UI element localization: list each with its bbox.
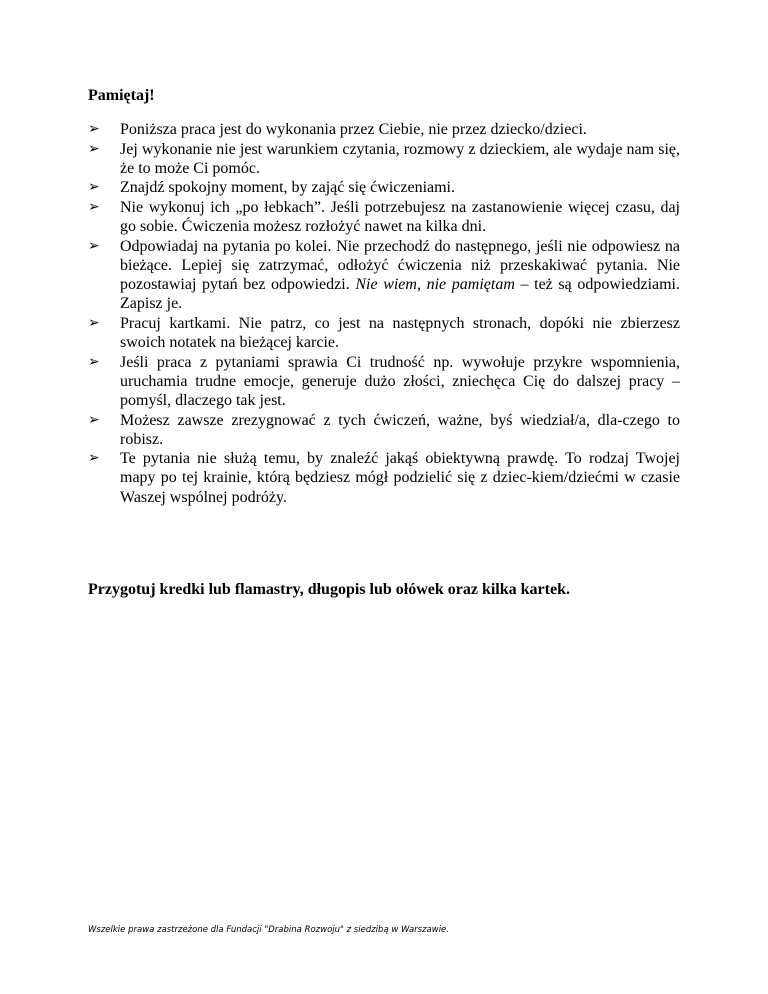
- list-item: [88, 120, 680, 139]
- guidelines-list: [88, 120, 680, 507]
- list-item-text: Pracuj kartkami. Nie patrz, co jest na następnych stronach, dopóki nie zbierzesz swoich notatek na bieżącej karcie.: [120, 314, 680, 351]
- list-item-text: Znajdź spokojny moment, by zająć się ćwiczeniami.: [120, 179, 455, 197]
- arrow-bullet-icon: ➢: [88, 179, 100, 196]
- arrow-bullet-icon: ➢: [88, 450, 100, 467]
- arrow-bullet-icon: ➢: [88, 237, 100, 254]
- list-item-text-italic: Nie wiem, nie pamiętam: [355, 276, 515, 294]
- heading: Pamiętaj!: [88, 87, 155, 104]
- preparation-note: Przygotuj kredki lub flamastry, długopis lub ołówek oraz kilka kartek.: [88, 581, 570, 598]
- arrow-bullet-icon: ➢: [88, 199, 100, 216]
- list-item-text: Jej wykonanie nie jest warunkiem czytania, rozmowy z dzieckiem, ale wydaje nam się, że to może Ci pomóc.: [120, 140, 680, 177]
- list-item: [88, 178, 680, 197]
- list-item: [88, 140, 680, 178]
- arrow-bullet-icon: ➢: [88, 411, 100, 428]
- list-item: [88, 314, 680, 352]
- list-item: [88, 449, 680, 506]
- arrow-bullet-icon: ➢: [88, 314, 100, 331]
- list-item-text-start: Odpowiadaj na pytania po kolei. Nie przechodź do następnego, jeśli nie odpowiesz na bieżące. Lepiej się zatrzymać, odłożyć ćwiczenia niż przeskakiwać pytania. Nie pozostawiaj pytań bez odpowiedzi.: [120, 237, 680, 294]
- list-item-text: Możesz zawsze zrezygnować z tych ćwiczeń, ważne, byś wiedział/a, dla-czego to robisz.: [120, 411, 680, 448]
- list-item-text-end: – też są odpowiedziami. Zapisz je.: [120, 276, 681, 313]
- list-item: [88, 353, 680, 410]
- arrow-bullet-icon: ➢: [88, 353, 100, 370]
- list-item: [88, 237, 680, 313]
- copyright-footer: Wszelkie prawa zastrzeżone dla Fundacji "Drabina Rozwoju" z siedzibą w Warszawie.: [88, 925, 449, 935]
- arrow-bullet-icon: ➢: [88, 140, 100, 157]
- list-item-text: Nie wykonuj ich „po łebkach”. Jeśli potrzebujesz na zastanowienie więcej czasu, daj go sobie. Ćwiczenia możesz rozłożyć nawet na kilka dni.: [120, 199, 680, 236]
- list-item-text: Jeśli praca z pytaniami sprawia Ci trudność np. wywołuje przykre wspomnienia, uruchamia trudne emocje, generuje dużo złości, zniechęca Cię do dalszej pracy – pomyśl, dlaczego tak jest.: [120, 353, 680, 409]
- arrow-bullet-icon: ➢: [88, 121, 100, 137]
- list-item: [88, 411, 680, 449]
- list-item: [88, 198, 680, 236]
- list-item-text: Poniższa praca jest do wykonania przez Ciebie, nie przez dziecko/dzieci.: [120, 121, 587, 138]
- list-item-text: Te pytania nie służą temu, by znaleźć jakąś obiektywną prawdę. To rodzaj Twojej mapy po tej krainie, którą będziesz mógł podzielić się z dziec-kiem/dziećmi w czasie Waszej wspólnej podróży.: [120, 450, 680, 506]
